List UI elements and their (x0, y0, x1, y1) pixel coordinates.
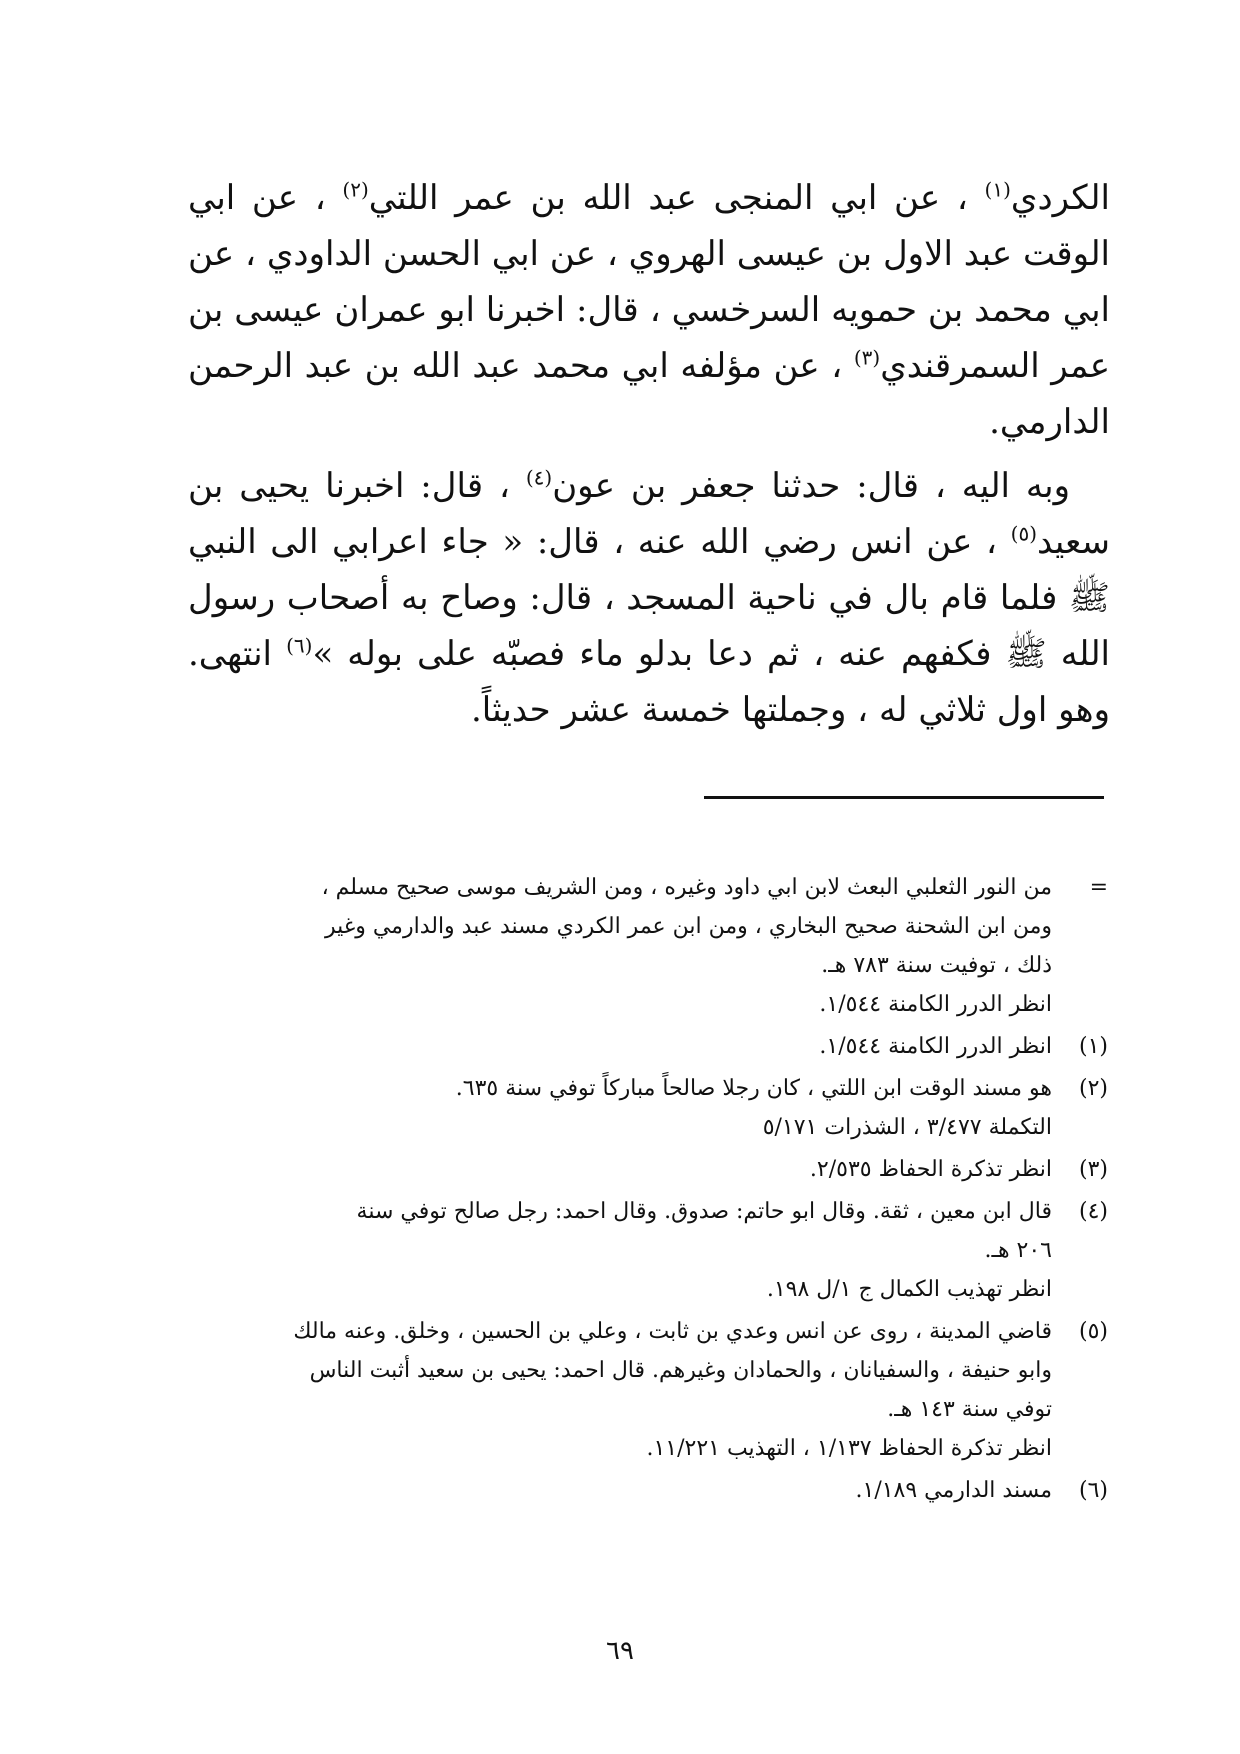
footnote-line: من النور الثعلبي البعث لابن ابي داود وغيره ، ومن الشريف موسى صحيح مسلم ، (321, 875, 1052, 900)
paragraph-1 (188, 170, 1110, 450)
footnote-line: انظر الدرر الكامنة ١/٥٤٤. (819, 1034, 1052, 1059)
footnote-body (188, 1027, 1052, 1066)
paragraph-2-text: ، عن انس رضي الله عنه ، قال: « جاء اعرابي الى النبي ﷺ فلما قام بال في ناحية المسجد ، قال: وصاح به أصحاب رسول الله ﷺ فكفهم عنه ، ثم دعا بدلو ماء فصبّه على بوله » (188, 522, 1111, 674)
footnote-2 (188, 1069, 1108, 1147)
paragraph-1-text: الكردي (1010, 178, 1110, 218)
footnote-line: انظر الدرر الكامنة ١/٥٤٤. (819, 992, 1052, 1017)
page-number: ٦٩ (606, 1636, 634, 1666)
footnote-line: ذلك ، توفيت سنة ٧٨٣ هـ. (821, 953, 1052, 978)
footnote-5 (188, 1312, 1108, 1468)
paragraph-2-text: وبه اليه ، قال: حدثنا جعفر بن عون (552, 466, 1070, 506)
footnote-line: ومن ابن الشحنة صحيح البخاري ، ومن ابن عمر الكردي مسند عبد والدارمي وغير (324, 914, 1052, 939)
footnote-marker: (٥) (1078, 1319, 1108, 1344)
paragraph-2-text: ، قال: اخبرنا يحيى بن سعيد (188, 466, 1110, 562)
footnote-body (188, 1471, 1052, 1510)
paragraph-2 (188, 458, 1110, 738)
footnote-marker: (٣) (1078, 1157, 1108, 1182)
footnote-3 (188, 1150, 1108, 1189)
footnote-line: وابو حنيفة ، والسفيانان ، والحمادان وغيرهم. قال احمد: يحيى بن سعيد أثبت الناس (309, 1358, 1052, 1383)
paragraph-1-text: ، عن ابي المنجى عبد الله بن عمر اللتي (368, 178, 985, 218)
footnote-continued (188, 868, 1108, 1024)
footnote-ref-3[interactable]: (٣) (853, 345, 881, 370)
footnote-6 (188, 1471, 1108, 1510)
footnote-line: ٢٠٦ هـ. (984, 1238, 1052, 1263)
paragraph-2-text: انتهى. وهو اول ثلاثي له ، وجملتها خمسة عشر حديثاً. (188, 634, 1110, 730)
footnote-body (188, 1312, 1052, 1468)
footnote-1 (188, 1027, 1108, 1066)
footnote-ref-1[interactable]: (١) (984, 177, 1011, 202)
footnote-line: قاضي المدينة ، روى عن انس وعدي بن ثابت ، وعلي بن الحسين ، وخلق. وعنه مالك (293, 1319, 1052, 1344)
footnote-line: توفي سنة ١٤٣ هـ. (887, 1397, 1052, 1422)
footnote-ref-2[interactable]: (٢) (342, 177, 369, 202)
footnote-body (188, 1150, 1052, 1189)
paragraph-1-text: ، عن مؤلفه ابي محمد عبد الله بن عبد الرحمن الدارمي. (188, 346, 1110, 442)
footnote-marker: (٦) (1078, 1478, 1108, 1503)
footnote-ref-5[interactable]: (٥) (1010, 521, 1037, 546)
footnote-marker: = (1089, 875, 1108, 900)
footnote-line: هو مسند الوقت ابن اللتي ، كان رجلا صالحاً مباركاً توفي سنة ٦٣٥. (455, 1076, 1052, 1101)
footnote-ref-6[interactable]: (٦) (286, 633, 313, 658)
footnote-marker: (٢) (1078, 1076, 1108, 1101)
footnote-body (188, 868, 1052, 1024)
footnote-marker: (١) (1078, 1034, 1108, 1059)
footnote-line: انظر تذكرة الحفاظ ١/١٣٧ ، التهذيب ١١/٢٢١. (646, 1436, 1052, 1461)
footnote-separator (704, 796, 1104, 799)
footnote-ref-4[interactable]: (٤) (525, 465, 553, 490)
footnote-line: التكملة ٣/٤٧٧ ، الشذرات ٥/١٧١ (762, 1115, 1052, 1140)
paragraph-1-text: ، عن ابي الوقت عبد الاول بن عيسى الهروي ، عن ابي الحسن الداودي ، عن ابي محمد بن حمويه السرخسي ، قال: اخبرنا ابو عمران عيسى بن عمر السمرقندي (188, 178, 1110, 386)
footnote-marker: (٤) (1078, 1199, 1108, 1224)
footnote-4 (188, 1192, 1108, 1309)
footnote-line: انظر تهذيب الكمال ج ١/ل ١٩٨. (766, 1277, 1052, 1302)
footnote-body (188, 1192, 1052, 1309)
footnote-line: مسند الدارمي ١/١٨٩. (855, 1478, 1052, 1503)
footnote-line: قال ابن معين ، ثقة. وقال ابو حاتم: صدوق. وقال احمد: رجل صالح توفي سنة (356, 1199, 1052, 1224)
main-text (188, 170, 1110, 738)
footnote-line: انظر تذكرة الحفاظ ٢/٥٣٥. (809, 1157, 1052, 1182)
footnotes (188, 868, 1108, 1513)
footnote-body (188, 1069, 1052, 1147)
